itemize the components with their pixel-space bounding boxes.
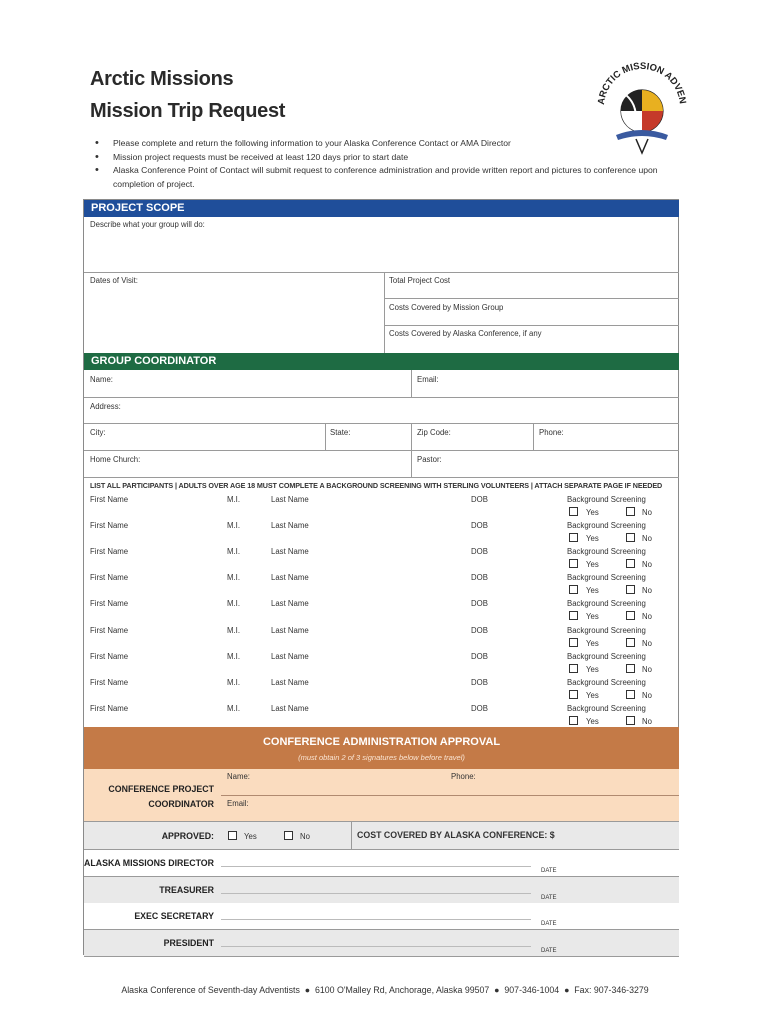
form-subtitle: Mission Trip Request — [90, 100, 286, 122]
bg-yes-label: Yes — [586, 612, 599, 621]
coordinator-name-label: Name: — [90, 375, 113, 384]
footer — [0, 985, 770, 995]
approved-yes-label: Yes — [244, 832, 257, 841]
last-name-label: Last Name — [271, 521, 309, 530]
bg-screening-label: Background Screening — [567, 652, 646, 661]
last-name-label: Last Name — [271, 573, 309, 582]
footer-org: Alaska Conference of Seventh-day Adventists — [121, 985, 300, 995]
approval-phone-label: Phone: — [451, 772, 476, 781]
bg-no-checkbox[interactable] — [626, 611, 635, 620]
dob-label: DOB — [471, 704, 488, 713]
approved-no-label: No — [300, 832, 310, 841]
bg-yes-label: Yes — [586, 717, 599, 726]
pastor-label: Pastor: — [417, 455, 442, 464]
bg-yes-checkbox[interactable] — [569, 664, 578, 673]
mi-label: M.I. — [227, 547, 240, 556]
dob-label: DOB — [471, 573, 488, 582]
footer-phone: 907-346-1004 — [504, 985, 560, 995]
signer-title: EXEC SECRETARY — [134, 911, 214, 921]
mi-label: M.I. — [227, 626, 240, 635]
dob-label: DOB — [471, 652, 488, 661]
project-coordinator-label-2: COORDINATOR — [148, 799, 214, 809]
bg-screening-label: Background Screening — [567, 599, 646, 608]
home-church-label: Home Church: — [90, 455, 141, 464]
bg-screening-label: Background Screening — [567, 678, 646, 687]
group-coordinator-header: GROUP COORDINATOR — [84, 353, 679, 370]
last-name-label: Last Name — [271, 599, 309, 608]
bg-yes-checkbox[interactable] — [569, 716, 578, 725]
approved-label: APPROVED: — [161, 831, 214, 841]
last-name-label: Last Name — [271, 547, 309, 556]
bg-yes-label: Yes — [586, 508, 599, 517]
participants-heading: LIST ALL PARTICIPANTS | ADULTS OVER AGE 18 MUST COMPLETE A BACKGROUND SCREENING WITH STERLING VOLUNTEERS | ATTACH SEPARATE PAGE IF NEEDED — [90, 481, 663, 490]
bg-yes-label: Yes — [586, 560, 599, 569]
bg-yes-label: Yes — [586, 534, 599, 543]
footer-sep: ● — [304, 985, 311, 995]
bg-screening-label: Background Screening — [567, 626, 646, 635]
zip-label: Zip Code: — [417, 428, 451, 437]
mi-label: M.I. — [227, 573, 240, 582]
mi-label: M.I. — [227, 678, 240, 687]
bg-screening-label: Background Screening — [567, 704, 646, 713]
bg-yes-checkbox[interactable] — [569, 559, 578, 568]
bg-no-label: No — [642, 691, 652, 700]
date-label: DATE — [541, 948, 557, 954]
dob-label: DOB — [471, 495, 488, 504]
first-name-label: First Name — [90, 704, 129, 713]
bg-yes-checkbox[interactable] — [569, 690, 578, 699]
first-name-label: First Name — [90, 521, 129, 530]
bg-no-label: No — [642, 665, 652, 674]
approved-yes-checkbox[interactable] — [228, 831, 237, 840]
bg-yes-checkbox[interactable] — [569, 611, 578, 620]
bg-screening-label: Background Screening — [567, 547, 646, 556]
date-label: DATE — [541, 895, 557, 901]
svg-text:ARCTIC MISSION ADVENTURE: ARCTIC MISSION ADVEN — [596, 60, 688, 106]
bg-yes-checkbox[interactable] — [569, 533, 578, 542]
bg-screening-label: Background Screening — [567, 573, 646, 582]
signer-title: PRESIDENT — [163, 938, 214, 948]
approval-subheading: (must obtain 2 of 3 signatures below before travel) — [298, 753, 465, 762]
approval-header-band — [84, 727, 679, 769]
instruction-item: • Please complete and return the following information to your Alaska Conference Contact or AMA Director — [95, 137, 695, 151]
coordinator-email-label: Email: — [417, 375, 439, 384]
approved-no-checkbox[interactable] — [284, 831, 293, 840]
mi-label: M.I. — [227, 704, 240, 713]
footer-sep: ● — [564, 985, 570, 995]
bg-yes-checkbox[interactable] — [569, 507, 578, 516]
bg-no-label: No — [642, 639, 652, 648]
bg-screening-label: Background Screening — [567, 495, 646, 504]
bg-no-checkbox[interactable] — [626, 559, 635, 568]
first-name-label: First Name — [90, 599, 129, 608]
bg-no-checkbox[interactable] — [626, 690, 635, 699]
instruction-item: • Mission project requests must be received at least 120 days prior to start date — [95, 151, 695, 165]
bg-yes-checkbox[interactable] — [569, 585, 578, 594]
address-label: Address: — [90, 402, 121, 411]
signer-title: TREASURER — [159, 885, 214, 895]
mi-label: M.I. — [227, 599, 240, 608]
footer-sep: ● — [494, 985, 500, 995]
last-name-label: Last Name — [271, 678, 309, 687]
mission-group-cost-label: Costs Covered by Mission Group — [389, 303, 504, 312]
last-name-label: Last Name — [271, 652, 309, 661]
bg-no-label: No — [642, 508, 652, 517]
alaska-conf-cost-label: Costs Covered by Alaska Conference, if any — [389, 329, 542, 338]
footer-fax: Fax: 907-346-3279 — [574, 985, 649, 995]
describe-field[interactable] — [84, 229, 679, 271]
state-label: State: — [330, 428, 351, 437]
mi-label: M.I. — [227, 495, 240, 504]
city-label: City: — [90, 428, 106, 437]
bg-no-checkbox[interactable] — [626, 507, 635, 516]
dob-label: DOB — [471, 521, 488, 530]
approval-name-label: Name: — [227, 772, 250, 781]
bg-no-label: No — [642, 612, 652, 621]
first-name-label: First Name — [90, 626, 129, 635]
signer-title: ALASKA MISSIONS DIRECTOR — [84, 858, 215, 868]
first-name-label: First Name — [90, 652, 129, 661]
bg-no-checkbox[interactable] — [626, 585, 635, 594]
bg-no-label: No — [642, 534, 652, 543]
cost-covered-label: COST COVERED BY ALASKA CONFERENCE: $ — [357, 830, 555, 840]
footer-address: 6100 O'Malley Rd, Anchorage, Alaska 99507 — [314, 985, 490, 995]
first-name-label: First Name — [90, 495, 129, 504]
bg-no-label: No — [642, 586, 652, 595]
bg-yes-label: Yes — [586, 586, 599, 595]
last-name-label: Last Name — [271, 626, 309, 635]
bg-yes-label: Yes — [586, 691, 599, 700]
date-label: DATE — [541, 868, 557, 874]
describe-label: Describe what your group will do: — [90, 220, 205, 229]
total-cost-label: Total Project Cost — [389, 276, 451, 285]
first-name-label: First Name — [90, 573, 129, 582]
dob-label: DOB — [471, 547, 488, 556]
approval-email-label: Email: — [227, 799, 249, 808]
mi-label: M.I. — [227, 652, 240, 661]
first-name-label: First Name — [90, 678, 129, 687]
last-name-label: Last Name — [271, 495, 309, 504]
bg-no-checkbox[interactable] — [626, 716, 635, 725]
bg-no-label: No — [642, 717, 652, 726]
dates-label: Dates of Visit: — [90, 276, 138, 285]
bg-no-checkbox[interactable] — [626, 533, 635, 542]
bg-yes-checkbox[interactable] — [569, 638, 578, 647]
form-title: Arctic Missions — [90, 68, 234, 90]
last-name-label: Last Name — [271, 704, 309, 713]
project-scope-header: PROJECT SCOPE — [84, 200, 679, 217]
first-name-label: First Name — [90, 547, 129, 556]
mi-label: M.I. — [227, 521, 240, 530]
project-coordinator-label-1: CONFERENCE PROJECT — [108, 784, 214, 794]
phone-label: Phone: — [539, 428, 564, 437]
bg-yes-label: Yes — [586, 665, 599, 674]
dates-field[interactable] — [84, 286, 384, 352]
approval-heading: CONFERENCE ADMINISTRATION APPROVAL — [262, 736, 501, 748]
bg-screening-label: Background Screening — [567, 521, 646, 530]
bg-no-label: No — [642, 560, 652, 569]
bg-no-checkbox[interactable] — [626, 664, 635, 673]
dob-label: DOB — [471, 599, 488, 608]
date-label: DATE — [541, 921, 557, 927]
bg-no-checkbox[interactable] — [626, 638, 635, 647]
bg-yes-label: Yes — [586, 639, 599, 648]
instructions-list — [95, 137, 695, 191]
dob-label: DOB — [471, 678, 488, 687]
dob-label: DOB — [471, 626, 488, 635]
instruction-item: • Alaska Conference Point of Contact will submit request to conference administration and provide written report and pictures to conference upon completion of project. — [95, 164, 695, 191]
